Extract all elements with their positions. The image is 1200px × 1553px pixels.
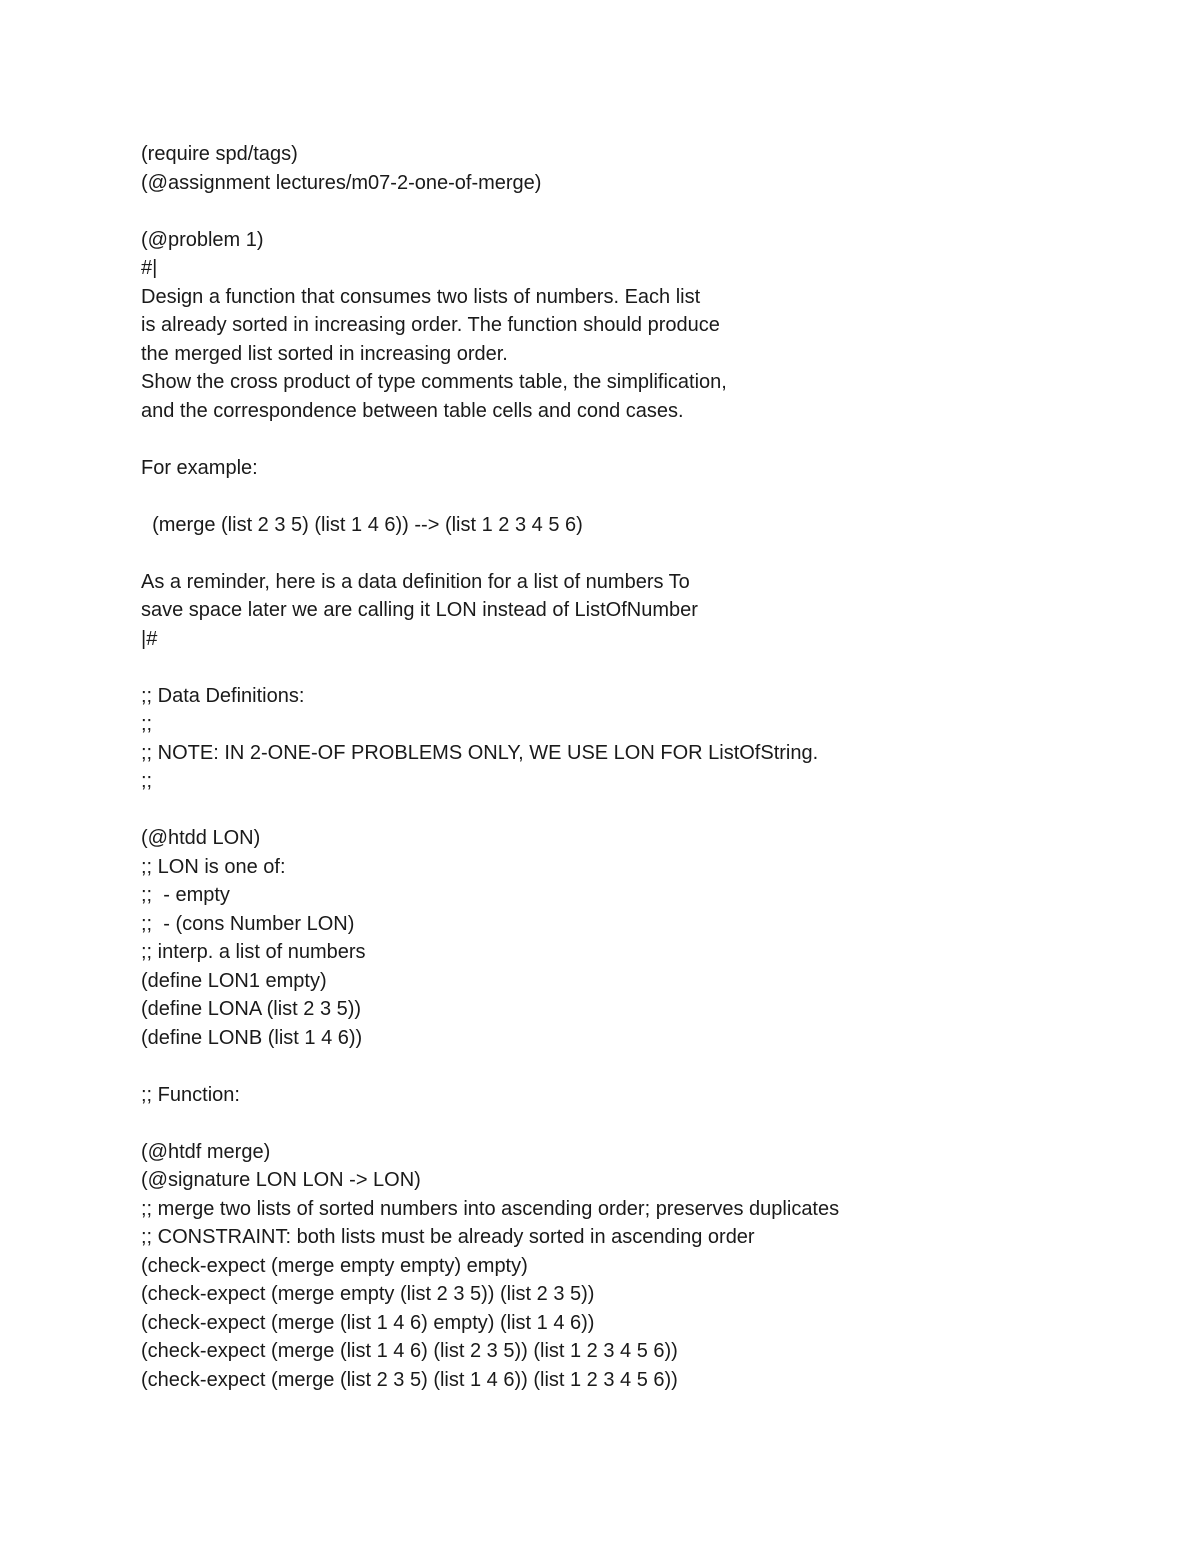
text-line: ;; LON is one of:	[141, 855, 286, 878]
text-line: ;; NOTE: IN 2-ONE-OF PROBLEMS ONLY, WE USE LON FOR ListOfString.	[141, 741, 819, 764]
text-line: (@problem 1)	[141, 228, 264, 251]
text-line: ;;	[141, 713, 153, 735]
text-line	[141, 425, 1141, 454]
text-line: (check-expect (merge empty empty) empty)	[141, 1254, 528, 1277]
text-line: For example:	[141, 456, 258, 479]
text-line: ;; merge two lists of sorted numbers into ascending order; preserves duplicates	[141, 1197, 840, 1220]
text-line: ;;	[141, 770, 153, 792]
text-line: As a reminder, here is a data definition for a list of numbers To	[141, 570, 690, 593]
text-line: Design a function that consumes two lists of numbers. Each list	[141, 285, 701, 308]
text-line: (merge (list 2 3 5) (list 1 4 6)) --> (list 1 2 3 4 5 6)	[141, 513, 583, 536]
text-line	[141, 197, 1141, 226]
document-body	[141, 140, 1141, 1394]
text-line	[141, 653, 1141, 682]
text-line: Show the cross product of type comments table, the simplification,	[141, 371, 727, 393]
text-line: ;; Function:	[141, 1083, 240, 1106]
text-line: (check-expect (merge (list 1 4 6) empty) (list 1 4 6))	[141, 1311, 595, 1334]
text-line: #|	[141, 257, 158, 279]
text-line: and the correspondence between table cells and cond cases.	[141, 399, 684, 422]
text-line: ;; - empty	[141, 884, 230, 906]
text-line: (@htdd LON)	[141, 827, 261, 849]
text-line: (@assignment lectures/m07-2-one-of-merge)	[141, 171, 542, 194]
text-line: (check-expect (merge (list 1 4 6) (list 2 3 5)) (list 1 2 3 4 5 6))	[141, 1340, 678, 1362]
text-line: (@htdf merge)	[141, 1140, 271, 1163]
text-line: (@signature LON LON -> LON)	[141, 1169, 421, 1191]
text-line: (require spd/tags)	[141, 143, 298, 165]
text-line: (check-expect (merge (list 2 3 5) (list 1 4 6)) (list 1 2 3 4 5 6))	[141, 1368, 678, 1391]
text-line: |#	[141, 627, 158, 650]
text-line: (define LONB (list 1 4 6))	[141, 1026, 363, 1049]
text-line: ;; Data Definitions:	[141, 684, 305, 707]
text-line: ;; CONSTRAINT: both lists must be already sorted in ascending order	[141, 1226, 755, 1248]
text-line: the merged list sorted in increasing order.	[141, 342, 508, 365]
text-line: (check-expect (merge empty (list 2 3 5)) (list 2 3 5))	[141, 1283, 595, 1305]
text-line	[141, 796, 1141, 825]
text-line: ;; - (cons Number LON)	[141, 912, 355, 935]
text-line: save space later we are calling it LON instead of ListOfNumber	[141, 599, 698, 621]
text-line: (define LONA (list 2 3 5))	[141, 998, 362, 1020]
text-line: (define LON1 empty)	[141, 969, 327, 992]
text-line: ;; interp. a list of numbers	[141, 941, 366, 963]
text-line	[141, 1109, 1141, 1138]
text-line: is already sorted in increasing order. The function should produce	[141, 314, 720, 336]
text-line	[141, 539, 1141, 568]
text-line	[141, 482, 1141, 511]
text-line	[141, 1052, 1141, 1081]
